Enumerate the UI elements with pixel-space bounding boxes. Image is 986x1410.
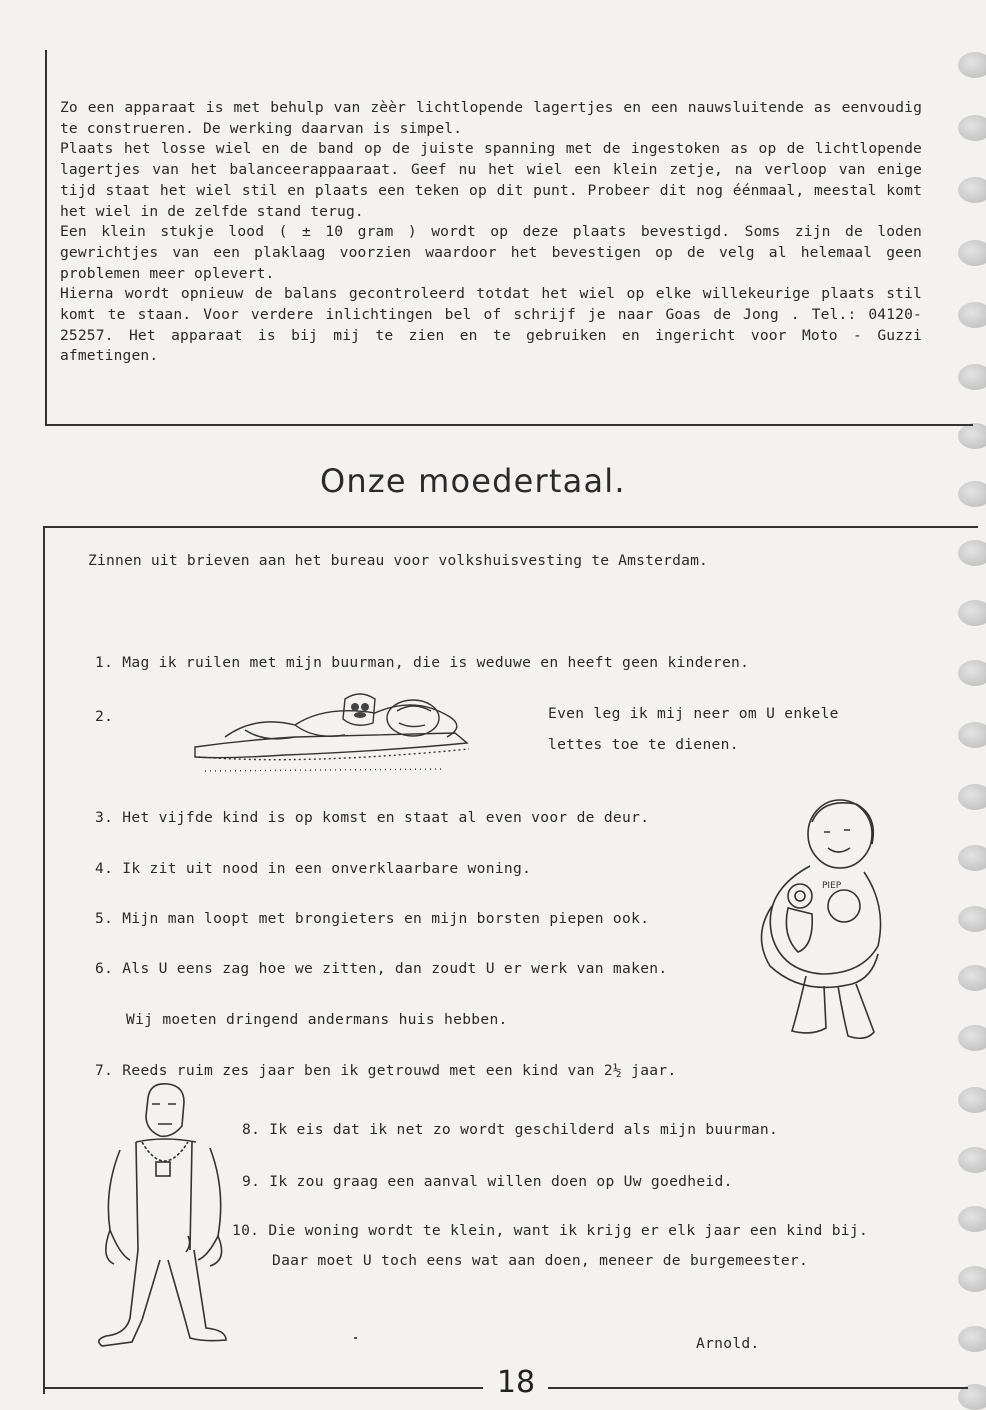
item-number: 9. — [242, 1173, 261, 1190]
item-text: Even leg ik mij neer om U enkele — [548, 705, 839, 722]
binder-hole — [958, 302, 986, 328]
item-number: 10. — [232, 1222, 260, 1239]
item-number: 3. — [95, 809, 114, 826]
frame-bottom-top — [45, 424, 973, 426]
frame-left-top — [45, 50, 47, 425]
list-item — [242, 1121, 778, 1138]
binder-hole — [958, 1206, 986, 1232]
item-text-continued: lettes toe te dienen. — [548, 736, 739, 753]
binder-hole — [958, 364, 986, 390]
binder-hole — [958, 1326, 986, 1352]
paragraph: Een klein stukje lood ( ± 10 gram ) wordt op deze plaats bevestigd. Soms zijn de loden gewrichtjes van een plaklaag voorzien waardoor het bevestigen op de velg al helemaal geen problemen meer oplevert. — [60, 223, 922, 282]
article-text — [60, 98, 922, 367]
item-text: Reeds ruim zes jaar ben ik getrouwd met een kind van 2½ jaar. — [122, 1062, 677, 1079]
item-text-continued: Wij moeten dringend andermans huis hebben. — [126, 1011, 508, 1028]
item-text: Als U eens zag hoe we zitten, dan zoudt U er werk van maken. — [122, 960, 668, 977]
stray-mark — [354, 1337, 357, 1339]
list-item — [242, 1173, 733, 1190]
item-text-continued: Daar moet U toch eens wat aan doen, meneer de burgemeester. — [272, 1252, 809, 1269]
binder-hole — [958, 177, 986, 203]
paragraph: Hierna wordt opnieuw de balans gecontroleerd totdat het wiel op elke willekeurige plaats stil komt te staan. Voor verdere inlichtingen bel of schrijf je naar Goas de Jong . Tel.: 04120- 25257. Het apparaat is bij mij te zien en te gebruiken en ingericht voor Moto - Guzzi afmetingen. — [60, 285, 922, 365]
binder-hole — [958, 906, 986, 932]
binder-hole — [958, 600, 986, 626]
binder-hole — [958, 965, 986, 991]
item-number: 5. — [95, 910, 114, 927]
paragraph: Plaats het losse wiel en de band op de juiste spanning met de ingestoken as op de lichtlopende lagertjes van het balanceerappaaraat. Geef nu het wiel een klein zetje, na verloop van enige tijd staat het wiel stil en plaats een teken op dit punt. Probeer dit nog éénmaal, meestal komt het wiel in de zelfde stand terug. — [60, 140, 922, 220]
item-text: Ik zou graag een aanval willen doen op Uw goedheid. — [269, 1173, 733, 1190]
item-text: Die woning wordt te klein, want ik krijg er elk jaar een kind bij. — [268, 1222, 869, 1239]
item-text: Ik zit uit nood in een onverklaarbare woning. — [122, 860, 532, 877]
frame-bottom-left — [43, 1387, 483, 1389]
item-text: Mag ik ruilen met mijn buurman, die is weduwe en heeft geen kinderen. — [122, 654, 750, 671]
item-number: 2. — [95, 708, 114, 725]
binder-hole — [958, 540, 986, 566]
section-intro: Zinnen uit brieven aan het bureau voor volkshuisvesting te Amsterdam. — [88, 552, 709, 569]
list-item — [95, 809, 649, 826]
punk-figure-illustration — [80, 1080, 240, 1370]
item-number: 4. — [95, 860, 114, 877]
binder-hole — [958, 1025, 986, 1051]
binder-hole — [958, 1266, 986, 1292]
section-title: Onze moedertaal. — [320, 462, 626, 500]
item-text: Ik eis dat ik net zo wordt geschilderd als mijn buurman. — [269, 1121, 779, 1138]
list-item — [95, 654, 749, 671]
item-text: Het vijfde kind is op komst en staat al even voor de deur. — [122, 809, 650, 826]
list-item — [95, 960, 667, 977]
binder-hole — [958, 423, 986, 449]
list-item — [95, 708, 113, 725]
list-item — [95, 1062, 677, 1079]
woman-illustration — [752, 796, 892, 1046]
binder-hole — [958, 1087, 986, 1113]
binder-hole — [958, 845, 986, 871]
signature: Arnold. — [696, 1335, 760, 1352]
binder-hole — [958, 722, 986, 748]
item-number: 1. — [95, 654, 114, 671]
binder-hole — [958, 240, 986, 266]
binder-hole — [958, 1147, 986, 1173]
sleeping-person-illustration — [185, 685, 475, 777]
binder-hole — [958, 115, 986, 141]
page-number: 18 — [488, 1365, 544, 1400]
piep-label: PIEP — [822, 881, 842, 891]
frame-top-bottom — [43, 526, 978, 528]
list-item — [232, 1222, 868, 1239]
binder-hole — [958, 52, 986, 78]
frame-bottom-right — [548, 1387, 968, 1389]
item-number: 8. — [242, 1121, 261, 1138]
paragraph: Zo een apparaat is met behulp van zèèr lichtlopende lagertjes en een nauwsluitende as eenvoudig te construeren. De werking daarvan is simpel. — [60, 99, 922, 137]
frame-left-bottom — [43, 526, 45, 1394]
binder-hole — [958, 481, 986, 507]
item-text: Mijn man loopt met brongieters en mijn borsten piepen ook. — [122, 910, 650, 927]
item-number: 6. — [95, 960, 114, 977]
binder-hole — [958, 784, 986, 810]
item-number: 7. — [95, 1062, 114, 1079]
binder-hole — [958, 660, 986, 686]
list-item — [95, 860, 531, 877]
list-item — [95, 910, 649, 927]
